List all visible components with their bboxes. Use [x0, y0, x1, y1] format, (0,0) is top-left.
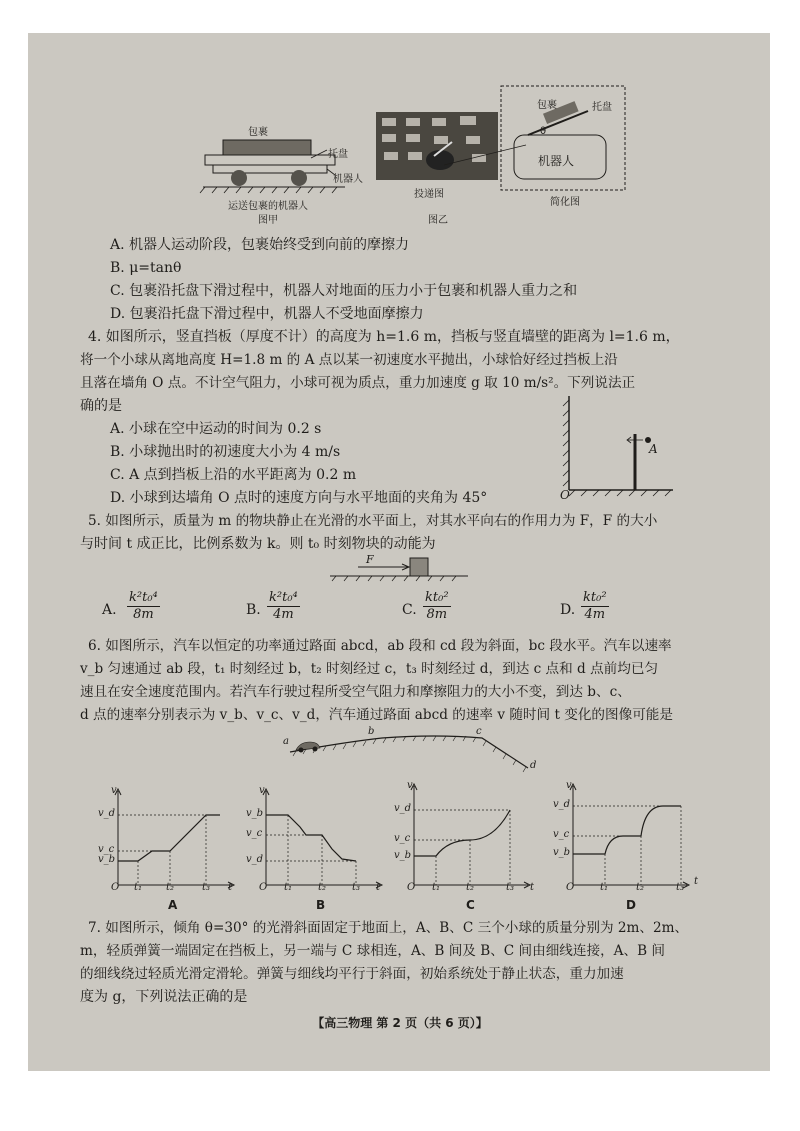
q6-road-a: a [283, 736, 289, 747]
graph-b-v: v [259, 785, 265, 796]
q3-option-c: C. 包裹沿托盘下滑过程中，机器人对地面的压力小于包裹和机器人重力之和 [110, 283, 578, 299]
q6-road-c: c [476, 726, 482, 737]
graph-d-vd: v_d [553, 799, 571, 810]
simplified-theta-label: θ [540, 126, 547, 137]
q5-option-b-num: k²t₀⁴ [269, 590, 298, 605]
q4-stem-line3: 且落在墙角 O 点。不计空气阻力，小球可视为质点，重力加速度 g 取 10 m/s²。下列说法正 [80, 375, 636, 391]
q6-stem-line4: d 点的速率分别表示为 v_b、v_c、v_d，汽车通过路面 abcd 的速率 v 随时间 t 变化的图像可能是 [80, 707, 673, 723]
graph-d-v: v [566, 780, 572, 791]
q5-option-a-den: 8m [133, 607, 154, 622]
graph-b-vb: v_b [246, 808, 264, 819]
graph-c-vd: v_d [394, 803, 412, 814]
page-footer: 【高三物理 第 2 页（共 6 页）】 [312, 1016, 488, 1030]
graph-b-t1: t₁ [284, 882, 293, 893]
graph-d-t1: t₁ [600, 882, 609, 893]
graph-b-t3: t₃ [352, 882, 361, 893]
q5-option-d-num: kt₀² [583, 590, 607, 605]
q5-option-c-fraction [423, 590, 451, 623]
graph-d-t: t [694, 876, 699, 887]
q4-stem-line1: 4. 如图所示，竖直挡板（厚度不计）的高度为 h=1.6 m，挡板与竖直墙壁的距离为 l=1.6 m， [88, 329, 680, 345]
graph-a-vd: v_d [98, 808, 116, 819]
q5-option-d-letter: D. [560, 602, 576, 618]
fig-yi-title: 图乙 [428, 215, 448, 226]
graph-a-vb: v_b [98, 854, 116, 865]
q5-fig-f-label: F [366, 553, 374, 566]
q4-option-a: A. 小球在空中运动的时间为 0.2 s [110, 421, 322, 437]
q7-stem-line3: 的细线绕过轻质光滑定滑轮。弹簧与细线均平行于斜面，初始系统处于静止状态，重力加速 [80, 966, 624, 982]
q5-option-d-fraction [581, 590, 609, 623]
q5-option-c-den: 8m [426, 607, 448, 622]
q5-option-a-fraction [127, 590, 160, 623]
q5-option-c-letter: C. [402, 602, 417, 618]
graph-d-o: O [566, 882, 575, 893]
graph-a-o: O [111, 882, 120, 893]
q5-stem-line1: 5. 如图所示，质量为 m 的物块静止在光滑的水平面上，对其水平向右的作用力为 F，F 的大小 [88, 513, 658, 529]
q7-stem-line1: 7. 如图所示，倾角 θ=30° 的光滑斜面固定于地面上，A、B、C 三个小球的质量分别为 2m、2m、 [88, 920, 689, 936]
q4-option-c: C. A 点到挡板上沿的水平距离为 0.2 m [110, 467, 357, 483]
graph-c-o: O [407, 882, 416, 893]
graph-a-t2: t₂ [166, 882, 175, 893]
simplified-robot-label: 机器人 [538, 154, 575, 168]
graph-a-t1: t₁ [134, 882, 143, 893]
q7-stem-line2: m，轻质弹簧一端固定在挡板上，另一端与 C 球相连，A、B 间及 B、C 间由细线连接，A、B 间 [80, 943, 665, 959]
graph-c-label: C [466, 898, 475, 912]
simplified-tray-label: 托盘 [592, 102, 612, 113]
q6-road-d: d [530, 760, 537, 771]
q4-stem-line2: 将一个小球从离地高度 H=1.8 m 的 A 点以某一初速度水平抛出，小球恰好经过挡板上沿 [80, 352, 618, 368]
q4-fig-o-label: O [560, 488, 570, 502]
q5-option-a-num: k²t₀⁴ [129, 590, 158, 605]
fig-yi-simplified-label: 简化图 [550, 197, 580, 208]
q7-stem-line4: 度为 g，下列说法正确的是 [80, 989, 248, 1005]
graph-c-v: v [407, 780, 413, 791]
graph-a-t3: t₃ [202, 882, 211, 893]
graph-c-t2: t₂ [466, 882, 475, 893]
q6-stem-line3: 速且在安全速度范围内。若汽车行驶过程所受空气阻力和摩擦阻力的大小不变，到达 b、c、 [80, 684, 631, 700]
q5-option-d-den: 4m [584, 607, 606, 622]
q6-road-b: b [368, 726, 375, 737]
graph-b-vd: v_d [246, 854, 264, 865]
q5-option-a-letter: A. [102, 602, 117, 618]
fig-jia-robot-label: 机器人 [333, 174, 363, 185]
q4-option-b: B. 小球抛出时的初速度大小为 4 m/s [110, 444, 341, 460]
q5-option-b-den: 4m [273, 607, 294, 622]
graph-a-t: t [228, 882, 233, 893]
graph-d-t2: t₂ [636, 882, 645, 893]
q6-stem-line2: v_b 匀速通过 ab 段，t₁ 时刻经过 b，t₂ 时刻经过 c，t₃ 时刻经过 d，到达 c 点和 d 点前均已匀 [80, 661, 659, 677]
simplified-package-label: 包裹 [537, 100, 557, 111]
q5-option-c-num: kt₀² [425, 590, 449, 605]
q3-option-b: B. μ=tanθ [110, 260, 182, 276]
graph-a-v: v [111, 785, 117, 796]
graph-c-vc: v_c [394, 833, 411, 844]
fig-jia-caption: 运送包裹的机器人 [228, 201, 308, 212]
graph-a-label: A [168, 898, 178, 912]
q6-road-figure [286, 728, 546, 776]
fig-jia-tray-label: 托盘 [328, 149, 348, 160]
fig-jia-title: 图甲 [258, 215, 278, 226]
graph-c-t3: t₃ [506, 882, 515, 893]
graph-b-t: t [376, 882, 381, 893]
graph-d-vc: v_c [553, 829, 570, 840]
q4-option-d: D. 小球到达墙角 O 点时的速度方向与水平地面的夹角为 45° [110, 490, 488, 506]
q5-option-b-letter: B. [246, 602, 261, 618]
q6-graph-a [108, 785, 238, 895]
q4-fig-a-label: A [649, 442, 658, 456]
graph-a-vc: v_c [98, 844, 115, 855]
fig-jia-package-label: 包裹 [248, 127, 268, 138]
q6-graph-c [404, 780, 534, 895]
graph-b-label: B [316, 898, 326, 912]
q5-stem-line2: 与时间 t 成正比，比例系数为 k。则 t₀ 时刻物块的动能为 [80, 536, 436, 552]
q6-graph-d [563, 780, 693, 895]
q3-option-d: D. 包裹沿托盘下滑过程中，机器人不受地面摩擦力 [110, 306, 424, 322]
q3-option-a: A. 机器人运动阶段，包裹始终受到向前的摩擦力 [110, 237, 410, 253]
q5-figure [330, 550, 470, 586]
graph-c-vb: v_b [394, 850, 412, 861]
graph-b-vc: v_c [246, 828, 263, 839]
graph-d-t3: t₃ [676, 882, 685, 893]
graph-c-t: t [530, 882, 535, 893]
fig-yi-photo-label: 投递图 [414, 189, 444, 200]
graph-b-o: O [259, 882, 268, 893]
graph-b-t2: t₂ [318, 882, 327, 893]
q6-stem-line1: 6. 如图所示，汽车以恒定的功率通过路面 abcd，ab 段和 cd 段为斜面，bc 段水平。汽车以速率 [88, 638, 672, 654]
q5-option-b-fraction [267, 590, 300, 623]
graph-d-vb: v_b [553, 847, 571, 858]
q6-graph-b [256, 785, 386, 895]
graph-c-t1: t₁ [432, 882, 441, 893]
q4-stem-line4: 确的是 [80, 398, 122, 414]
graph-d-label: D [626, 898, 636, 912]
